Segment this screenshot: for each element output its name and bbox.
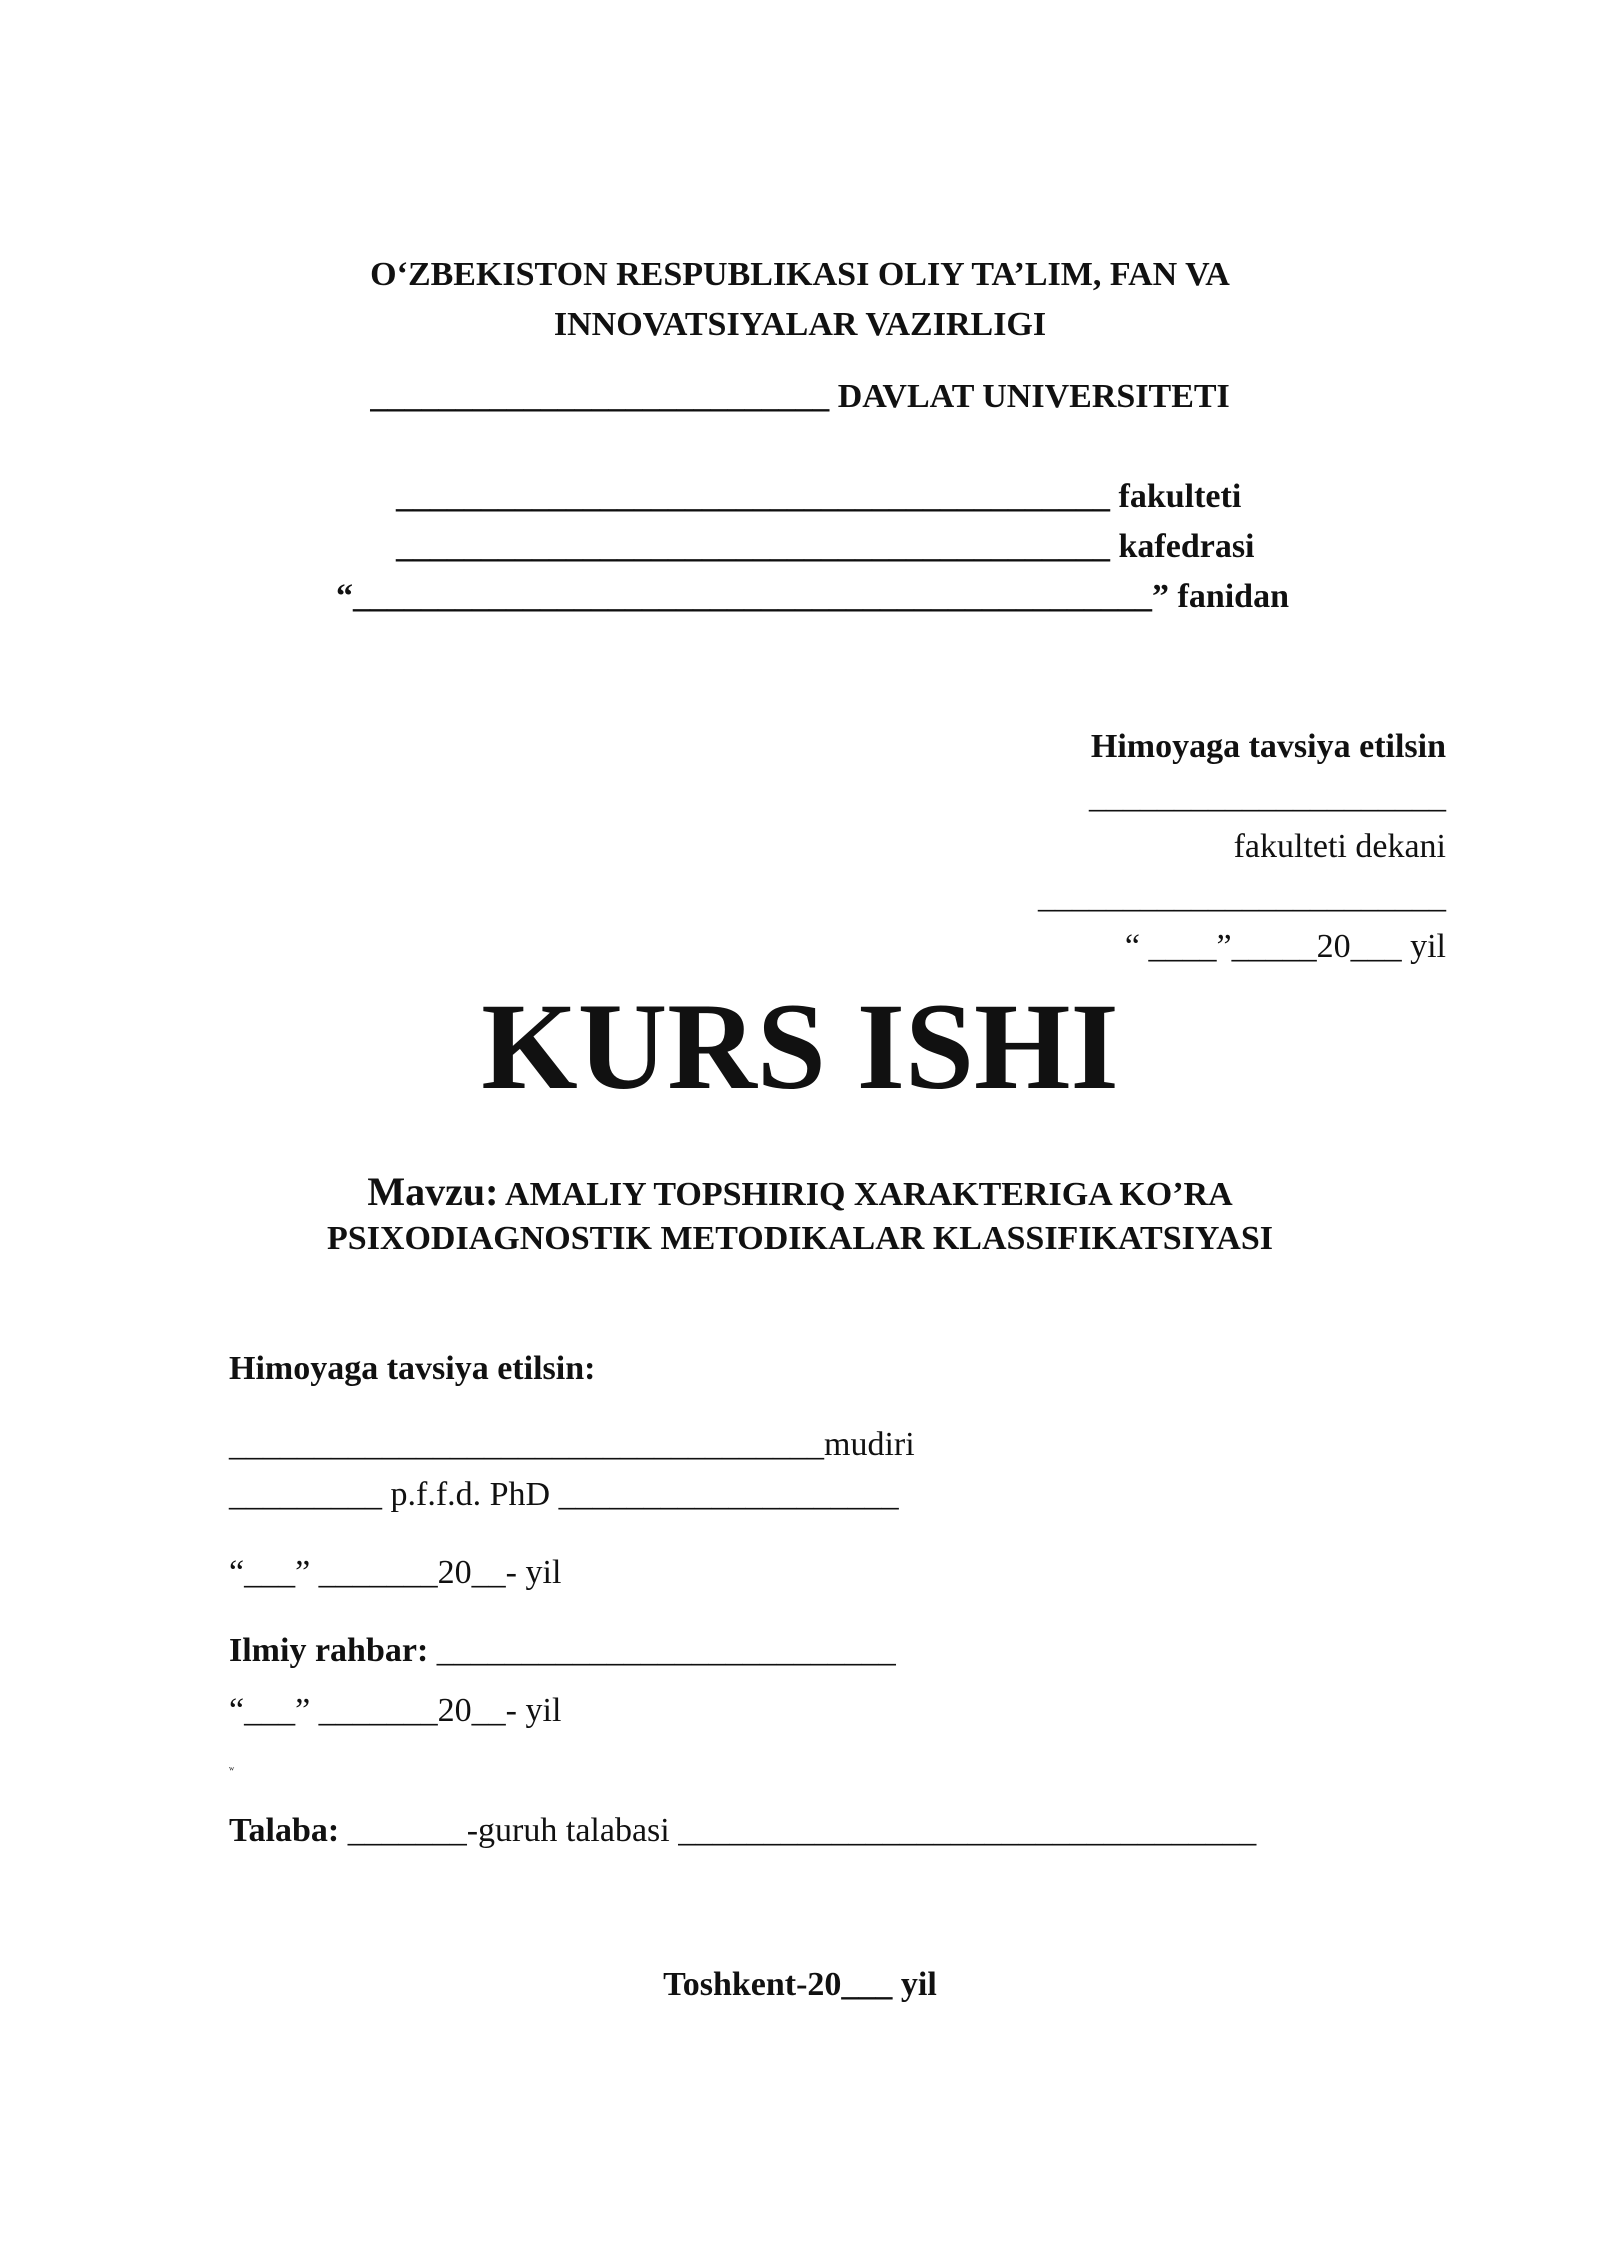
topic-line-2: PSIXODIAGNOSTIK METODIKALAR KLASSIFIKATSIYASI (327, 1220, 1273, 1257)
student-text: _______-guruh talabasi __________________________________ (339, 1812, 1257, 1849)
student-line (229, 1814, 1256, 1848)
supervisor-blank: ___________________________ (428, 1632, 896, 1669)
supervisor-line (229, 1634, 896, 1668)
approval-heading-top: Himoyaga tavsiya etilsin (1090, 728, 1446, 765)
approval-date-2: “___” _______20__- yil (229, 1692, 562, 1729)
dean-name-blank: ________________________ (1038, 878, 1446, 915)
dean-label: fakulteti dekani (1233, 828, 1446, 865)
document-title: KURS ISHI (481, 978, 1119, 1115)
footer-city-year: Toshkent-20___ yil (663, 1966, 937, 2003)
head-of-department-line: ___________________________________mudiri (229, 1426, 915, 1463)
topic-text-1: AMALIY TOPSHIRIQ XARAKTERIGA KO’RA (505, 1176, 1233, 1213)
approval-date-top: “ ____”_____20___ yil (1124, 928, 1446, 965)
approval-heading-bottom: Himoyaga tavsiya etilsin: (229, 1350, 596, 1387)
department-line: __________________________________________ kafedrasi (396, 528, 1255, 565)
approval-date-1: “___” _______20__- yil (229, 1554, 562, 1591)
degree-line: _________ p.f.f.d. PhD ____________________ (229, 1476, 899, 1513)
stray-mark: ʷ (229, 1763, 235, 1777)
subject-line: “_______________________________________________” fanidan (336, 578, 1289, 615)
university-line: ___________________________ DAVLAT UNIVERSITETI (370, 378, 1230, 415)
topic-line-1 (0, 1169, 1600, 1214)
ministry-line-2: INNOVATSIYALAR VAZIRLIGI (553, 306, 1047, 343)
faculty-line: __________________________________________ fakulteti (396, 478, 1242, 515)
ministry-line-1: O‘ZBEKISTON RESPUBLIKASI OLIY TA’LIM, FAN VA (370, 256, 1230, 293)
approval-signature-blank: _____________________ (1089, 778, 1446, 815)
student-label: Talaba: (229, 1812, 340, 1849)
topic-label: Mavzu: (367, 1169, 499, 1214)
supervisor-label: Ilmiy rahbar: (229, 1632, 429, 1669)
